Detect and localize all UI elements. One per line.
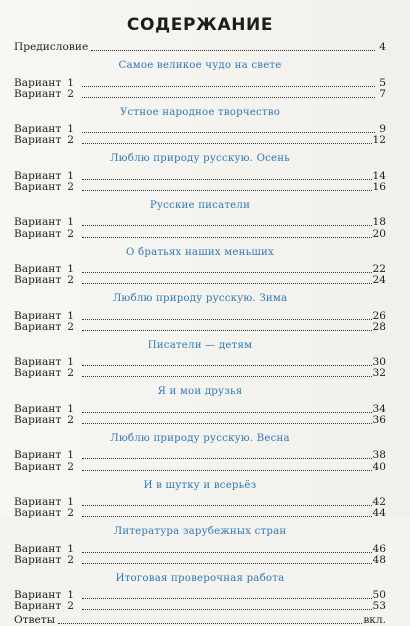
- toc-entry[interactable]: [14, 450, 386, 461]
- dot-leader: [82, 178, 371, 180]
- variant-word: Вариант: [14, 414, 62, 427]
- variant-number: 2: [67, 227, 74, 240]
- toc-section-title[interactable]: Устное народное творчество: [119, 106, 281, 118]
- variant-word: Вариант: [14, 169, 62, 182]
- variant-word: Вариант: [14, 449, 62, 462]
- toc-entry[interactable]: [14, 590, 386, 601]
- variant-number: 2: [67, 460, 74, 473]
- toc-entry[interactable]: [14, 415, 386, 426]
- variant-word: Вариант: [14, 262, 62, 275]
- toc-entry[interactable]: [14, 228, 386, 239]
- toc-section-title[interactable]: Люблю природу русскую. Весна: [110, 433, 290, 445]
- variant-word: Вариант: [14, 76, 62, 89]
- toc-section-title[interactable]: Итоговая проверочная работа: [115, 572, 285, 584]
- variant-word: Вариант: [14, 216, 62, 229]
- toc-page-number: 40: [372, 460, 386, 473]
- toc-entry[interactable]: [14, 403, 386, 414]
- toc-entry[interactable]: [14, 357, 386, 368]
- toc-entry[interactable]: [14, 310, 386, 321]
- variant-number: 2: [67, 600, 74, 613]
- toc-page-number: 38: [372, 449, 386, 462]
- dot-leader: [82, 504, 371, 506]
- toc-page-number: вкл.: [363, 613, 386, 626]
- variant-number: 2: [67, 134, 74, 147]
- dot-leader: [82, 318, 371, 320]
- toc-entry-label: [14, 462, 81, 473]
- toc-section-title[interactable]: Самое великое чудо на свете: [118, 60, 282, 72]
- toc-entry-label: [14, 229, 81, 240]
- variant-number: 2: [67, 507, 74, 520]
- variant-number: 1: [67, 356, 74, 369]
- variant-number: 1: [67, 589, 74, 602]
- variant-number: 1: [67, 402, 74, 415]
- dot-leader: [82, 96, 375, 98]
- toc-entry[interactable]: [14, 264, 386, 275]
- dot-leader: [58, 622, 362, 624]
- toc-page-number: 50: [372, 589, 386, 602]
- toc-entry-label: [14, 415, 81, 426]
- variant-word: Вариант: [14, 402, 62, 415]
- page-title: СОДЕРЖАНИЕ: [126, 15, 274, 35]
- variant-word: Вариант: [14, 507, 62, 520]
- toc-entry-label: [14, 601, 81, 612]
- toc-page-number: 18: [372, 216, 386, 229]
- toc-entry[interactable]: [14, 217, 386, 228]
- dot-leader: [82, 608, 371, 610]
- toc-page-number: 16: [372, 181, 386, 194]
- variant-word: Вариант: [14, 495, 62, 508]
- variant-word: Вариант: [14, 600, 62, 613]
- variant-word: Вариант: [14, 87, 62, 100]
- dot-leader: [82, 411, 371, 413]
- dot-leader: [82, 364, 371, 366]
- variant-word: Вариант: [14, 367, 62, 380]
- toc-page-number: 30: [372, 356, 386, 369]
- toc-page-number: 5: [379, 76, 386, 89]
- toc-page-number: 44: [372, 507, 386, 520]
- toc-section-title[interactable]: Люблю природу русскую. Зима: [112, 293, 288, 305]
- toc-entry-label: [14, 368, 81, 379]
- toc-entry-label: [14, 182, 81, 193]
- variant-number: 1: [67, 123, 74, 136]
- toc-page-number: 26: [372, 309, 386, 322]
- variant-number: 2: [67, 274, 74, 287]
- toc-entry[interactable]: [14, 275, 386, 286]
- toc-entry-answers[interactable]: [14, 614, 386, 625]
- dot-leader: [82, 597, 371, 599]
- variant-word: Вариант: [14, 542, 62, 555]
- dot-leader: [82, 271, 371, 273]
- toc-entry[interactable]: [14, 135, 386, 146]
- toc-entry[interactable]: [14, 543, 386, 554]
- dot-leader: [82, 422, 371, 424]
- variant-number: 1: [67, 309, 74, 322]
- dot-leader: [82, 375, 371, 377]
- toc-entry-label: [14, 275, 81, 286]
- dot-leader: [82, 236, 371, 238]
- variant-word: Вариант: [14, 123, 62, 136]
- variant-word: Вариант: [14, 356, 62, 369]
- dot-leader: [82, 142, 371, 144]
- dot-leader: [82, 515, 371, 517]
- toc-entry-label: [14, 508, 81, 519]
- toc-page-number: 9: [379, 123, 386, 136]
- toc-entry-label: [14, 555, 81, 566]
- toc-entry[interactable]: [14, 461, 386, 472]
- variant-number: 2: [67, 367, 74, 380]
- toc-page-number: 34: [372, 402, 386, 415]
- toc-page-number: 20: [372, 227, 386, 240]
- variant-word: Вариант: [14, 460, 62, 473]
- toc-entry[interactable]: [14, 77, 386, 88]
- toc-entry-preface[interactable]: [14, 42, 386, 53]
- variant-number: 2: [67, 320, 74, 333]
- dot-leader: [82, 85, 375, 87]
- table-of-contents: [14, 42, 386, 626]
- variant-number: 1: [67, 76, 74, 89]
- variant-word: Вариант: [14, 134, 62, 147]
- variant-number: 2: [67, 414, 74, 427]
- toc-entry[interactable]: [14, 89, 386, 100]
- toc-section-title[interactable]: Люблю природу русскую. Осень: [109, 153, 290, 165]
- toc-entry[interactable]: [14, 322, 386, 333]
- toc-entry-label: Предисловие: [14, 41, 89, 54]
- toc-page-number: 53: [372, 600, 386, 613]
- toc-entry[interactable]: [14, 508, 386, 519]
- toc-section-title[interactable]: Я и мои друзья: [157, 386, 243, 398]
- toc-entry-label: Ответы: [14, 613, 56, 626]
- variant-word: Вариант: [14, 309, 62, 322]
- variant-word: Вариант: [14, 227, 62, 240]
- toc-entry[interactable]: [14, 555, 386, 566]
- toc-entry-label: [14, 135, 81, 146]
- toc-page-number: 22: [372, 262, 386, 275]
- variant-number: 1: [67, 216, 74, 229]
- toc-page-number: 36: [372, 414, 386, 427]
- dot-leader: [82, 551, 371, 553]
- variant-word: Вариант: [14, 553, 62, 566]
- toc-entry[interactable]: [14, 601, 386, 612]
- toc-section-title[interactable]: О братьях наших меньших: [126, 246, 274, 258]
- toc-section-title[interactable]: Писатели — детям: [147, 339, 253, 351]
- dot-leader: [82, 224, 371, 226]
- dot-leader: [82, 469, 371, 471]
- variant-number: 1: [67, 449, 74, 462]
- dot-leader: [82, 131, 375, 133]
- dot-leader: [91, 49, 375, 51]
- variant-word: Вариант: [14, 274, 62, 287]
- variant-word: Вариант: [14, 320, 62, 333]
- variant-number: 2: [67, 553, 74, 566]
- toc-page-number: 14: [372, 169, 386, 182]
- toc-entry[interactable]: [14, 497, 386, 508]
- toc-page-number: 46: [372, 542, 386, 555]
- dot-leader: [82, 562, 371, 564]
- variant-word: Вариант: [14, 181, 62, 194]
- dot-leader: [82, 457, 371, 459]
- variant-number: 1: [67, 542, 74, 555]
- dot-leader: [82, 282, 371, 284]
- toc-section-title[interactable]: И в шутку и всерьёз: [143, 479, 257, 491]
- toc-entry-label: [14, 322, 81, 333]
- toc-entry-label: [14, 89, 81, 100]
- dot-leader: [82, 329, 371, 331]
- toc-entry[interactable]: [14, 368, 386, 379]
- variant-number: 1: [67, 169, 74, 182]
- variant-number: 2: [67, 181, 74, 194]
- toc-entry[interactable]: [14, 170, 386, 181]
- variant-word: Вариант: [14, 589, 62, 602]
- toc-page-number: 7: [379, 87, 386, 100]
- toc-entry[interactable]: [14, 182, 386, 193]
- dot-leader: [82, 189, 371, 191]
- toc-page-number: 48: [372, 553, 386, 566]
- toc-page-number: 24: [372, 274, 386, 287]
- toc-section-title[interactable]: Литература зарубежных стран: [113, 526, 287, 538]
- toc-page-number: 28: [372, 320, 386, 333]
- toc-page-number: 12: [372, 134, 386, 147]
- toc-page-number: 32: [372, 367, 386, 380]
- variant-number: 1: [67, 262, 74, 275]
- toc-page-number: 42: [372, 495, 386, 508]
- toc-section-title[interactable]: Русские писатели: [149, 200, 251, 212]
- toc-page-number: 4: [379, 41, 386, 54]
- variant-number: 2: [67, 87, 74, 100]
- toc-entry[interactable]: [14, 124, 386, 135]
- variant-number: 1: [67, 495, 74, 508]
